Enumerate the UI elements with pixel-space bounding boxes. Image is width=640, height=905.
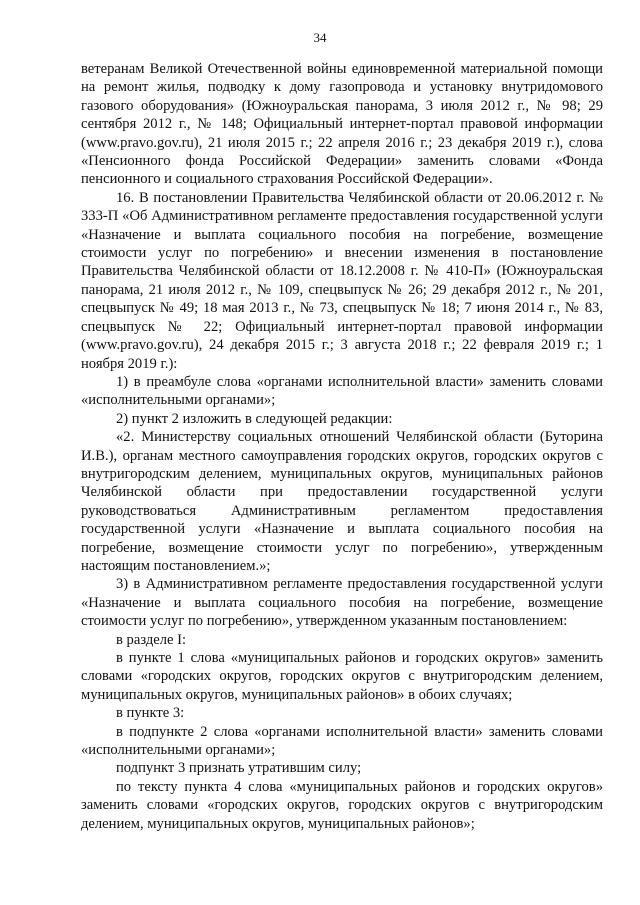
paragraph: 16. В постановлении Правительства Челябинской области от 20.06.2012 г. № 333-П «Об Административном регламенте предоставления государственной услуги «Назначение и выплата социального пособия на погребение, возмещение стоимости услуг по погребению» и внесении изменения в постановление Правительства Челябинской области от 18.12.2008 г. № 410-П» (Южноуральская панорама, 21 июля 2012 г., № 109, спецвыпуск № 26; 29 декабря 2012 г., № 201, спецвыпуск № 49; 18 мая 2013 г., № 73, спецвыпуск № 18; 7 июня 2014 г., № 83, спецвыпуск № 22; Официальный интернет-портал правовой информации (www.pravo.gov.ru), 24 декабря 2015 г.; 3 августа 2018 г.; 22 февраля 2019 г.; 1 ноября 2019 г.): bbox=[81, 189, 603, 372]
paragraph: 3) в Административном регламенте предоставления государственной услуги «Назначение и выплата социального пособия на погребение, возмещение стоимости услуг по погребению», утвержденном указанным постановлением: bbox=[81, 576, 603, 630]
paragraph: в пункте 3: bbox=[116, 705, 185, 722]
paragraph: в разделе I: bbox=[116, 631, 187, 648]
paragraph: в подпункте 2 слова «органами исполнительной власти» заменить словами «исполнительными органами»; bbox=[81, 723, 603, 759]
page-number: 34 bbox=[313, 30, 327, 45]
paragraph: «2. Министерству социальных отношений Челябинской области (Буторина И.В.), органам местного самоуправления городских округов, городских округов с внутригородским делением, муниципальных округов, муниципальных районов Челябинской области при предоставлении государственной услуги руководствоваться Административным регламентом предоставления государственной услуги «Назначение и выплата социального пособия на погребение, возмещение стоимости услуг по погребению», утвержденным настоящим постановлением.»; bbox=[81, 429, 603, 574]
paragraph: ветеранам Великой Отечественной войны единовременной материальной помощи на ремонт жилья, подводку к дому газопровода и установку внутридомового газового оборудования» (Южноуральская панорама, 3 июля 2012 г., № 98; 29 сентября 2012 г., № 148; Официальный интернет-портал правовой информации (www.pravo.gov.ru), 21 июля 2015 г.; 22 апреля 2016 г.; 23 декабря 2019 г.), слова «Пенсионного фонда Российской Федерации» заменить словами «Фонда пенсионного и социального страхования Российской Федерации». bbox=[81, 61, 603, 188]
paragraph: подпункт 3 признать утратившим силу; bbox=[116, 760, 362, 777]
paragraph: 1) в преамбуле слова «органами исполнительной власти» заменить словами «исполнительными органами»; bbox=[81, 373, 603, 409]
document-body bbox=[81, 60, 603, 833]
paragraph: в пункте 1 слова «муниципальных районов и городских округов» заменить словами «городских округов, городских округов с внутригородским делением, муниципальных округов, муниципальных районов» в обоих случаях; bbox=[81, 650, 603, 703]
paragraph: 2) пункт 2 изложить в следующей редакции: bbox=[116, 410, 393, 427]
paragraph: по тексту пункта 4 слова «муниципальных районов и городских округов» заменить словами «городских округов, городских округов с внутригородским делением, муниципальных округов, муниципальных районов»; bbox=[81, 778, 603, 832]
